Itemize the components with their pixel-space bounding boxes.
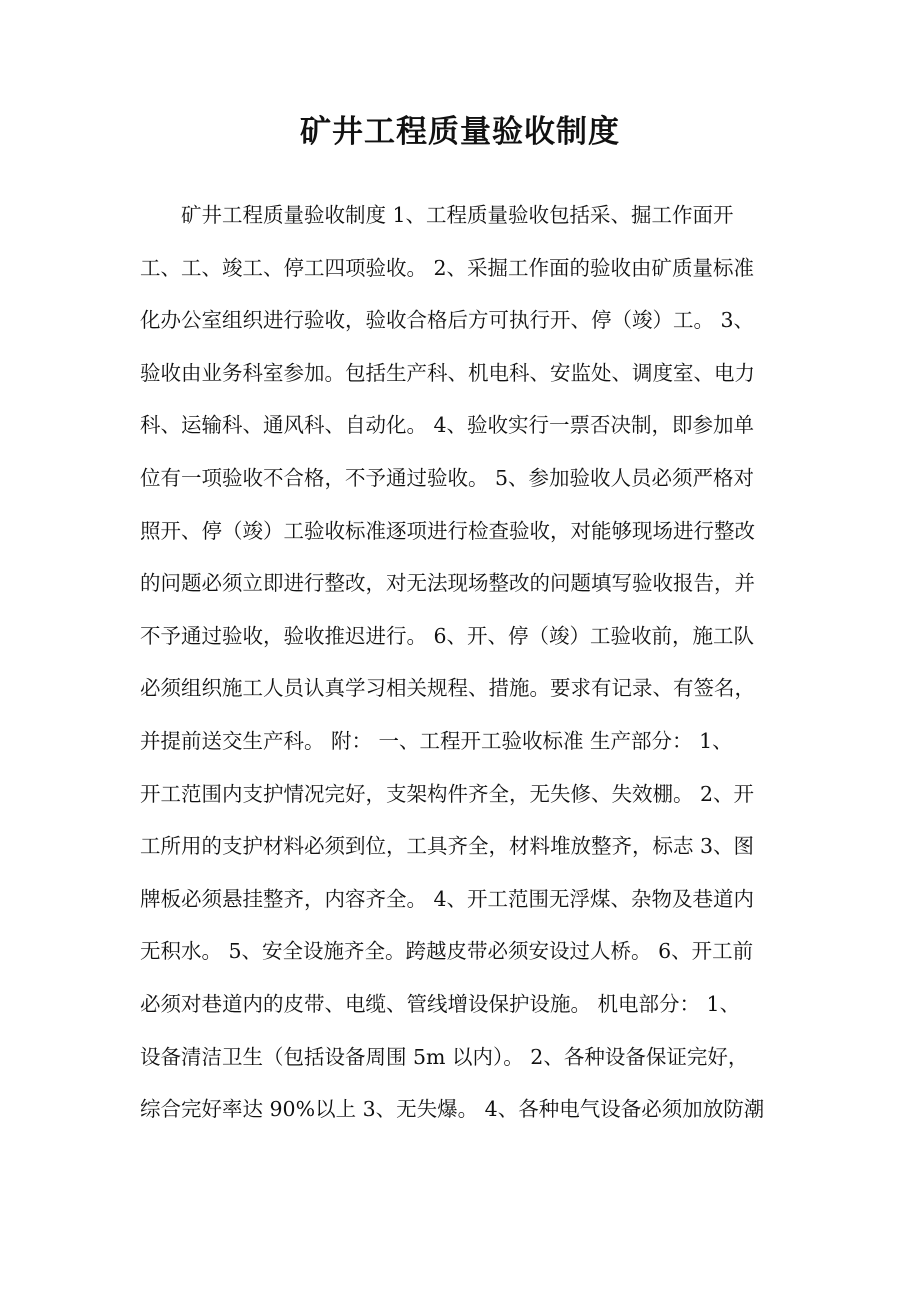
body-line: 不予通过验收，验收推迟进行。 6、开、停（竣）工验收前，施工队 bbox=[140, 623, 755, 648]
body-line: 科、运输科、通风科、自动化。 4、验收实行一票否决制，即参加单 bbox=[140, 413, 755, 438]
body-line: 并提前送交生产科。 附： 一、工程开工验收标准 生产部分： 1、 bbox=[140, 728, 733, 753]
body-line: 位有一项验收不合格，不予通过验收。 5、参加验收人员必须严格对 bbox=[140, 465, 755, 490]
body-line: 必须对巷道内的皮带、电缆、管线增设保护设施。 机电部分： 1、 bbox=[140, 991, 741, 1016]
body-line: 化办公室组织进行验收，验收合格后方可执行开、停（竣）工。 3、 bbox=[140, 308, 755, 333]
document-body bbox=[140, 189, 780, 1136]
body-line: 开工范围内支护情况完好，支架构件齐全，无失修、失效棚。 2、开 bbox=[140, 781, 755, 806]
body-line: 必须组织施工人员认真学习相关规程、措施。要求有记录、有签名， bbox=[140, 676, 755, 701]
body-line: 无积水。 5、安全设施齐全。跨越皮带必须安设过人桥。 6、开工前 bbox=[140, 939, 754, 964]
body-line: 牌板必须悬挂整齐，内容齐全。 4、开工范围无浮煤、杂物及巷道内 bbox=[140, 886, 755, 911]
body-line: 工所用的支护材料必须到位，工具齐全，材料堆放整齐，标志 3、图 bbox=[140, 834, 755, 859]
body-line: 矿井工程质量验收制度 1、工程质量验收包括采、掘工作面开 bbox=[181, 203, 734, 227]
body-line: 设备清洁卫生（包括设备周围 5m 以内）。 2、各种设备保证完好， bbox=[140, 1044, 749, 1069]
body-line: 工、工、竣工、停工四项验收。 2、采掘工作面的验收由矿质量标准 bbox=[140, 255, 755, 280]
body-line: 的问题必须立即进行整改，对无法现场整改的问题填写验收报告，并 bbox=[140, 571, 755, 596]
body-line: 综合完好率达 90%以上 3、无失爆。 4、各种电气设备必须加放防潮 bbox=[140, 1097, 765, 1122]
document-title: 矿井工程质量验收制度 bbox=[300, 114, 620, 150]
body-line: 验收由业务科室参加。包括生产科、机电科、安监处、调度室、电力 bbox=[140, 360, 755, 385]
body-line: 照开、停（竣）工验收标准逐项进行检查验收，对能够现场进行整改 bbox=[140, 518, 755, 543]
